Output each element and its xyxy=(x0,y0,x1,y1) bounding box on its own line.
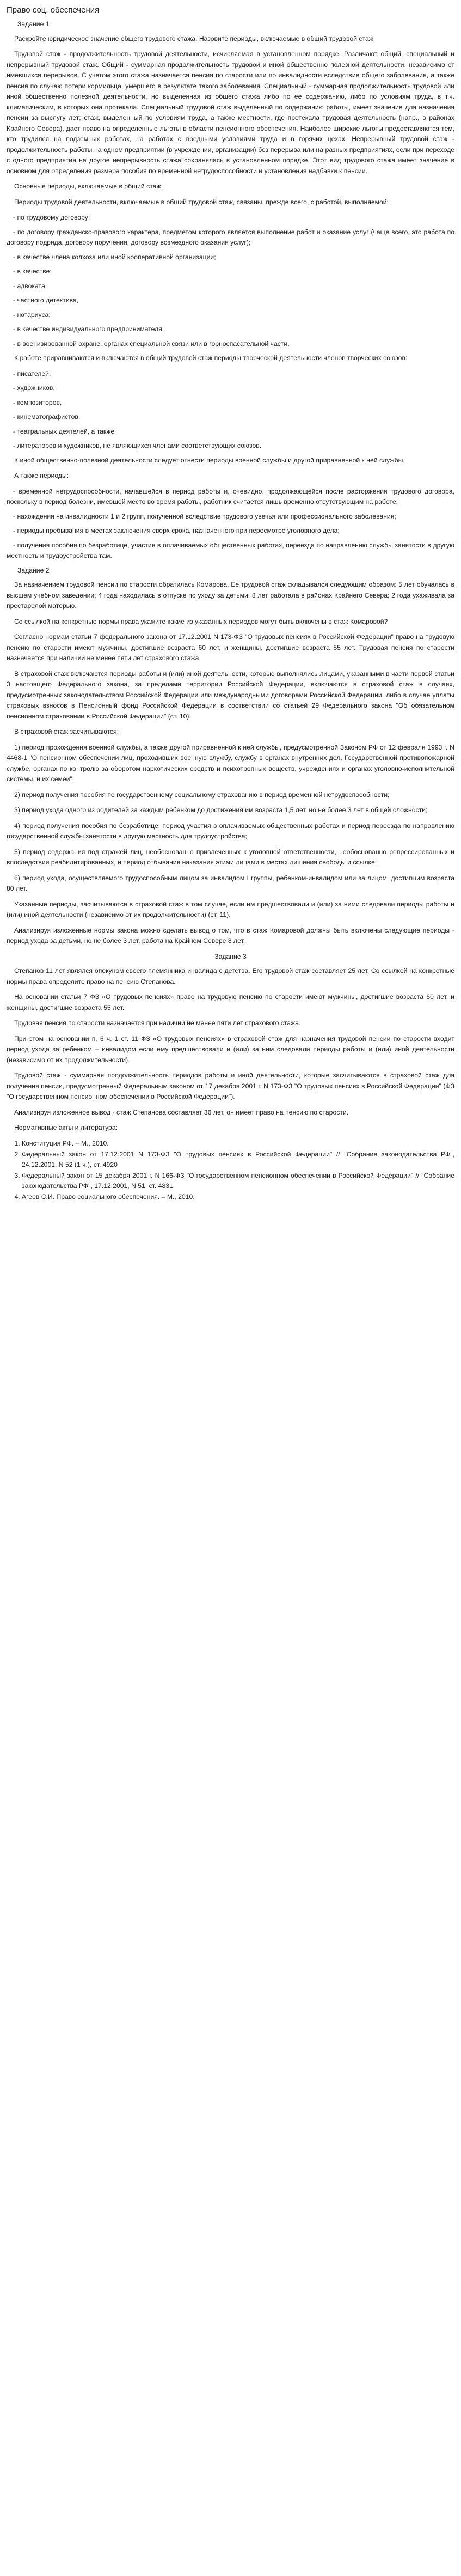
list-item: - композиторов, xyxy=(13,398,62,406)
task2-paragraph: 3) период ухода одного из родителей за каждым ребенком до достижения им возраста 1,5 лет, но не более 3 лет в общей сложности; xyxy=(14,806,428,814)
task2-paragraph: 6) период ухода, осуществляемого трудоспособным лицом за инвалидом I группы, ребенком-инвалидом или за лицом, достигшим возраста 80 лет. xyxy=(7,874,454,892)
task1-paragraph: Трудовой стаж - продолжительность трудовой деятельности, исчисляемая в установленном порядке. Различают общий, специальный и непрерывный трудовой стаж. Общий - суммарная продолжительность трудовой и иной общественно полезной деятельности, независимо от имевшихся перерывов. С учетом этого стажа назначается пенсия по старости или по инвалидности вследствие общего заболевания, а также пенсия по случаю потери кормильца, умершего в результате такого заболевания. Специальный - суммарная продолжительность трудовой или иной общественно полезной деятельности, но выделенная из общего стажа либо по ее содержанию, либо по условиям труда, в т.ч. климатическим, в которых она протекала. Специальный трудовой стаж выделенный по содержанию работы, имеет значение для назначения пенсии за выслугу лет; стаж, выделенный по условиям труда, а также местности, где протекала трудовая деятельность (напр., в районах Крайнего Севера), дает право на определенные льготы в области пенсионного обеспечения. Наиболее широкие льготы предоставляются тем, кто трудился на подземных работах, на работах с вредными условиями труда и в горячих цехах. Непрерывный трудовой стаж - продолжительность работы на одном предприятии (в учреждении, организации) без перерыва или на разных предприятиях, если при переходе с одного предприятия на другое непрерывность стажа сохранялась в установленном порядке. Этот вид трудового стажа имеет значение в основном для определения размера пособия по временной нетрудоспособности и установления надбавки к пенсии. xyxy=(7,50,454,175)
task1-heading: Задание 1 xyxy=(17,20,50,28)
list-item: - нахождения на инвалидности 1 и 2 групп, полученной вследствие трудового увечья или профессионального заболевания; xyxy=(13,512,396,520)
task2-paragraph: 4) период получения пособия по безработице, период участия в оплачиваемых общественных работах и период переезда по направлению государственной службы занятости в другую местность для трудоустройства; xyxy=(7,821,454,840)
list-item: - в военизированной охране, органах специальной связи или в горноспасательной части. xyxy=(13,339,290,348)
task3-paragraph: Трудовой стаж - суммарная продолжительность периодов работы и иной деятельности, которые засчитываются в страховой стаж для получения пенсии, предусмотренный Федеральным законом от 17 декабря 2001 г. N 173-ФЗ "О трудовых пенсиях в Российской Федерации" (ФЗ "О государственном пенсионном обеспечении в Российской Федерации"). xyxy=(7,1071,454,1100)
task2-paragraph: Анализируя изложенные нормы закона можно сделать вывод о том, что в стаж Комаровой должны быть включены следующие периоды - период ухода за детьми, но не более 3 лет, работа на Крайнем Севере 8 лет. xyxy=(7,926,454,945)
task2-paragraph: В страховой стаж включаются периоды работы и (или) иной деятельности, которые выполнялись лицами, указанными в части первой статьи 3 настоящего Федерального закона, за пределами территории Российской Федерации, включаются в страховой стаж в случаях, предусмотренных законодательством Российской Федерации или международными договорами Российской Федерации, либо в случае уплаты страховых взносов в Пенсионный фонд Российской Федерации в соответствии со статьей 29 Федерального закона "Об обязательном пенсионном страховании в Российской Федерации" (ст. 10). xyxy=(7,669,454,720)
literature-item: 3. Федеральный закон от 15 декабря 2001 г. N 166-ФЗ "О государственном пенсионном обеспечении в Российской Федерации" // "Собрание законодательства РФ", 17.12.2001, N 51, ст. 4831 xyxy=(22,1171,454,1191)
task2-paragraph: 2) период получения пособия по государственному социальному страхованию в период временной нетрудоспособности; xyxy=(14,790,390,799)
task1-paragraph: А также периоды: xyxy=(14,472,69,479)
list-item: - нотариуса; xyxy=(13,310,51,319)
list-item: - получения пособия по безработице, участия в оплачиваемых общественных работах, переезда по направлению службы занятости в другую местность и трудоустройства там. xyxy=(7,541,454,559)
list-item: - в качестве индивидуального предпринимателя; xyxy=(13,325,164,333)
task2-paragraph: 1) период прохождения военной службы, а также другой приравненной к ней службы, предусмотренной Законом РФ от 12 февраля 1993 г. N 4468-1 "О пенсионном обеспечении лиц, проходивших военную службу, службу в органах внутренних дел, Государственной противопожарной службе, органах по контролю за оборотом наркотических средств и психотропных веществ, учреждениях и органах уголовно-исполнительной системы, и их семей"; xyxy=(7,743,454,783)
task2-paragraph: 5) период содержания под стражей лиц, необоснованно привлеченных к уголовной ответственности, необоснованно репрессированных и впоследствии реабилитированных, и период отбывания наказания этими лицами в местах лишения свободы и ссылке; xyxy=(7,848,454,866)
list-item: - писателей, xyxy=(13,369,51,377)
task3-paragraph: Трудовая пенсия по старости назначается при наличии не менее пяти лет страхового стажа. xyxy=(14,1019,301,1027)
list-item: - театральных деятелей, а также xyxy=(13,427,115,435)
list-item: - частного детектива, xyxy=(13,296,79,304)
task2-paragraph: Согласно нормам статьи 7 федерального закона от 17.12.2001 N 173-ФЗ "О трудовых пенсиях в Российской Федерации" право на трудовую пенсию по старости имеют мужчины, достигшие возраста 60 лет, и женщины, достигшие возраста 55 лет. Трудовая пенсия по старости назначается при наличии не менее пяти лет страхового стажа. xyxy=(7,633,454,662)
list-item: - в качестве: xyxy=(13,267,52,275)
task2-paragraph: Указанные периоды, засчитываются в страховой стаж в том случае, если им предшествовали и (или) за ними следовали периоды работы и (или) иной деятельности (независимо от их продолжительности) (ст. 11). xyxy=(7,900,454,918)
task1-paragraph: Основные периоды, включаемые в общий стаж: xyxy=(14,182,163,190)
task1-paragraph: К работе приравниваются и включаются в общий трудовой стаж периоды творческой деятельности членов творческих союзов: xyxy=(14,354,408,362)
literature-list xyxy=(7,1138,454,1202)
task3-paragraph: Степанов 11 лет являлся опекуном своего племянника инвалида с детства. Его трудовой стаж составляет 25 лет. Со ссылкой на конкретные нормы права определите право на пенсию Степанова. xyxy=(7,967,454,985)
task3-heading: Задание 3 xyxy=(214,952,247,960)
task2-paragraph: В страховой стаж засчитываются: xyxy=(14,728,119,735)
list-item: - периоды пребывания в местах заключения сверх срока, назначенного при пересмотре уголовного дела; xyxy=(13,527,340,534)
task1-paragraph: Периоды трудовой деятельности, включаемые в общий трудовой стаж, связаны, прежде всего, с работой, выполняемой: xyxy=(14,198,389,206)
list-item: - художников, xyxy=(13,384,55,392)
task3-paragraph: При этом на основании п. 6 ч. 1 ст. 11 ФЗ «О трудовых пенсиях» в страховой стаж для назначения трудовой пенсии по старости входит период ухода за ребенком – инвалидом если ему предшествовали и (или) за ним следовали периоды работы и (или) иной деятельности (независимо от их продолжительности). xyxy=(7,1034,454,1064)
task2-heading: Задание 2 xyxy=(17,566,50,574)
document-body xyxy=(7,19,454,1202)
list-item: - литераторов и художников, не являющихся членами соответствующих союзов. xyxy=(13,442,262,449)
task2-paragraph: За назначением трудовой пенсии по старости обратилась Комарова. Ее трудовой стаж складывался следующим образом: 5 лет обучалась в высшем учебном заведении; 4 года находилась в отпуске по уходу за детьми; 8 лет работала в районах Крайнего Севера; 2 года ухаживала за престарелой матерью. xyxy=(7,581,454,610)
list-item: - кинематографистов, xyxy=(13,413,81,421)
task2-paragraph: Со ссылкой на конкретные нормы права укажите какие из указанных периодов могут быть включены в стаж Комаровой? xyxy=(14,617,388,625)
task1-paragraph: К иной общественно-полезной деятельности следует отнести периоды военной службы и другой приравненной к ней службы. xyxy=(14,456,405,464)
list-item: - временной нетрудоспособности, начавшейся в период работы и, очевидно, продолжающейся после расторжения трудового договора, поскольку в период болезни, имевшей место во время работы, работник считается лишь временно отсутствующим на работе; xyxy=(7,487,454,506)
page-title: Право соц. обеспечения xyxy=(7,5,100,15)
list-item: - по договору гражданско-правового характера, предметом которого является выполнение работ и оказание услуг (чаще всего, это работа по договору подряда, договору поручения, договору возмездного оказания услуг); xyxy=(7,228,454,246)
page xyxy=(0,0,461,1203)
list-item: - в качестве члена колхоза или иной кооперативной организации; xyxy=(13,253,216,261)
literature-item: 1. Конституция РФ. – М., 2010. xyxy=(22,1138,454,1149)
literature-item: 4. Агеев С.И. Право социального обеспечения. – М., 2010. xyxy=(22,1192,454,1202)
list-item: - по трудовому договору; xyxy=(13,214,90,221)
task3-paragraph: На основании статьи 7 ФЗ «О трудовых пенсиях» право на трудовую пенсию по старости имеют мужчины, достигшие возраста 60 лет, и женщины, достигшие возраста 55 лет. xyxy=(7,993,454,1012)
task1-question: Раскройте юридическое значение общего трудового стажа. Назовите периоды, включаемые в общий трудовой стаж xyxy=(14,34,373,42)
literature-title: Нормативные акты и литература: xyxy=(14,1124,118,1131)
list-item: - адвоката, xyxy=(13,282,47,290)
literature-item: 2. Федеральный закон от 17.12.2001 N 173-ФЗ "О трудовых пенсиях в Российской Федерации" // "Собрание законодательства РФ", 24.12.2001, N 52 (1 ч.), ст. 4920 xyxy=(22,1149,454,1170)
task3-paragraph: Анализируя изложенное вывод - стаж Степанова составляет 36 лет, он имеет право на пенсию по старости. xyxy=(14,1108,349,1116)
